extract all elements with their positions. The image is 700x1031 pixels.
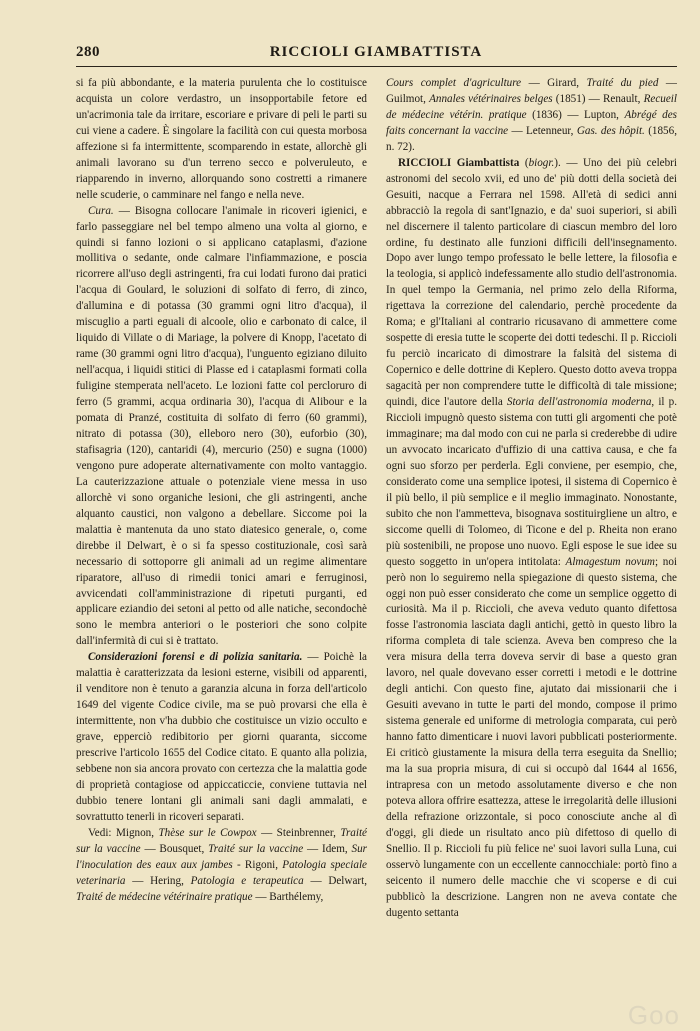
ref-title: Abrégé des faits concernant la vaccine (386, 108, 677, 137)
entry-tag-close: ). (554, 156, 561, 169)
ref-title: Sur l'inoculation des eaux aux jambes (76, 842, 367, 871)
entry-tag: biogr. (528, 156, 555, 169)
paragraph-cura (76, 204, 367, 651)
entry-text: ; noi però non lo seguiremo nella spiegazione di questo sistema, che oggi non può esser considerato che come un semplice oggetto di curiosità. Ma il p. Riccioli, che aveva veduto quanto difettosa fosse l'astronomia lasciata dagli antichi, gettò in questo libro la riforma completa di tale scienza. Aveva ben compreso che la vera misura della terra doveva servir di base a questo gran lavoro, nel quale dovevano esser corretti i metodi e le dottrine degli antichi. Con questo fine, ajutato dai missionarii che i Gesuiti avevano in tutte le parti del mondo, compose il primo sistema generale ed uniforme di metrologia comparata, cui però hanno fatto dimenticare i nuovi lavori pubblicati posteriormente. Ei criticò giustamente la misura della terra eseguita da Snellio; ma la sua propria misura, di cui si occupò dal 1644 al 1656, intrapresa con un metodo assolutamente diverso e che non poteva allora offrire esattezza, attese le irregolarità delle illusioni della refrazione orizzontale, si poco conosciute anche al dì d'oggi, gli diede un risultato anco più difettoso di quello di Snellio. Il p. Riccioli fu più felice ne' suoi lavori sulla Luna, cui osservò lungamente con un eccellente cannocchiale: portò fino a seicento il numero delle macchie che vi scoperse e di cui pubblicò la descrizione. Langren non ne aveva contate che dugento settanta (386, 555, 677, 919)
page-header (76, 44, 676, 68)
entry-text: , il p. Riccioli impugnò questo sistema con tutti gli argomenti che potè immaginare; ma dal modo con cui ne parla si crederebbe di udire un avvocato incaricato d'uffizio di una cattiva causa, e che fa ogni suo sforzo per perderla. Egli conviene, per esempio, che, considerato come una semplice ipotesi, il sistema di Copernico è il più bello, il più semplice e il meglio immaginato. Nonostante, subito che non l'ammetteva, bisognava sostituirgliene un altro, e siccome quelli di Tolomeo, di Ticone e del p. Rheita non erano più sostenibili, ne propose uno nuovo. Egli espose le sue idee su questo soggetto in un'opera intitolata: (386, 396, 677, 568)
ref-text: — Letenneur, (508, 124, 577, 137)
ref-text: Vedi: Mignon, (88, 826, 159, 839)
running-title: RICCIOLI GIAMBATTISTA (269, 44, 483, 60)
ref-text: — Delwart, (303, 874, 367, 887)
ref-title: Thèse sur le Cowpox (158, 826, 257, 839)
section-lead-forensic: Considerazioni forensi e di polizia sanitaria. (88, 651, 303, 664)
ref-title: Traité du pied (586, 77, 659, 89)
ref-text: (1836) — Lupton, (526, 108, 625, 121)
right-column (386, 76, 677, 996)
ref-text: - Rigoni, (232, 858, 283, 871)
entry-tag-open: ( (519, 156, 529, 169)
left-column (76, 76, 367, 996)
references-right (386, 76, 677, 156)
ref-text: — Idem, (303, 842, 352, 855)
paragraph-forensic (76, 650, 367, 825)
entry-headword: RICCIOLI Giambattista (398, 156, 520, 169)
ref-title: Patologia speciale veterinaria (76, 858, 367, 887)
biography-entry (386, 156, 677, 922)
ref-title: Traité sur la vaccine (76, 826, 367, 855)
ref-text: — Steinbrenner, (256, 826, 341, 839)
page-number: 280 (76, 44, 100, 60)
ref-title: Traité de médecine vétérinaire pratique (76, 890, 253, 903)
ref-text: — Barthélemy, (252, 890, 324, 903)
entry-work-title: Almagestum novum (565, 555, 655, 568)
entry-work-title: Storia dell'astronomia moderna (506, 396, 652, 409)
ref-text: — Girard, (521, 77, 587, 89)
ref-title: Patologia e terapeutica (190, 874, 304, 887)
watermark: Goo (627, 1000, 680, 1030)
entry-text: — Uno dei più celebri astronomi del secolo xvii, ed uno de' più dotti della società dei Gesuiti, nacque a Ferrara nel 1598. All'età di sedici anni abbracciò la regola di sant'Ignazio, e da' suoi superiori, si abilì nel discernere il talento particolare di ciascun membro del loro ordine, fu destinato alle funzioni difficili dell'insegnamento. Dopo aver lungo tempo professato le belle lettere, la filosofia e la teologia, si applicò indefessamente allo studio dell'astronomia. In quel tempo la Germania, nel primo zelo della Riforma, rigettava la correzione del calendario, perchè procedente da Roma; e gl'Italiani al contrario ricusavano di ammettere come sospette di eresia tutte le scoperte dei dotti tedeschi. Il p. Riccioli fu perciò incaricato di dimostrare la falsità del sistema di Copernico e delle dottrine di Keplero. Questo dotto aveva troppa sagacità per non comprendere tutte le difficoltà di tale missione; quindi, dice l'autore della (386, 156, 677, 409)
ref-text: (1851) — Renault, (552, 92, 644, 105)
header-rule (76, 66, 677, 67)
ref-text: (1856, n. 72). (386, 124, 677, 153)
ref-text: — Guilmot, (386, 77, 677, 105)
ref-text: — Hering, (125, 874, 191, 887)
paragraph-forensic-text: — Poichè la malattia è caratterizzata da lesioni esterne, visibili od apparenti, il venditore non è tenuto a garanzia alcuna in forza dell'articolo 1649 del vigente Codice civile, ma se può provarsi che ella è intermittente, non v'ha dubbio che costituisce un vizio occulto e grave, epperciò redibitorio per giorni quaranta, siccome prescrive l'articolo 1655 del Codice citato. E quanto alla polizia, sebbene non sia ancora provato con certezza che la malattia gode di proprietà contagiose od appiccaticcie, conviene tuttavia nel dubbio tenere lontani gli animali sani dagli ammalati, e sovrattutto tenerli in ricoveri separati. (76, 651, 367, 823)
paragraph-continuation: si fa più abbondante, e la materia purulenta che lo costituisce acquista un colore verdastro, un insopportabile fetore ed un'acrimonia tale da irritare, escoriare e privare di peli le parti su cui viene a cadere. È singolare la facilità con cui questa morbosa affezione si fa intermittente, scomparendo in estate, allorchè gli animali lavorano su d'un terreno secco e polveruleuto, e riapparendo in inverno, allorquando sono costretti a rimanere nelle scuderie, o camminare nel fango e nella neve. (76, 77, 367, 201)
ref-title: Annales vétérinaires belges (429, 92, 553, 105)
ref-title: Traité sur la vaccine (208, 842, 304, 855)
references-left (76, 826, 367, 906)
section-lead-cura: Cura. (88, 204, 114, 217)
paragraph-cura-text: — Bisogna collocare l'animale in ricoveri igienici, e farlo passeggiare nel bel tempo almeno una volta al giorno, e quindi si fanno lozioni o si applicano cataplasmi, d'azione mollitiva o sedante, onde calmare l'infiammazione, e poscia ricorrere all'uso degli astringenti, fra cui lodati furono dai pratici l'acqua di Goulard, le soluzioni di solfato di ferro, di zinco, d'allumina e di potassa (30 grammi ogni litro d'acqua), il miscuglio a parti eguali di alcoole, olio e carbonato di calce, il liquido di Villate o di Mariage, la polvere di Knopp, l'acetato di rame (30 grammi ogni litro d'acqua), l'unguento egiziano diluito nell'acqua, i liquidi stitici di Plasse ed i cataplasmi formati colla fuligine stemperata nell'aceto. Le lozioni fatte col percloruro di ferro (5 grammi, acqua ordinaria 30), l'acqua di Alibour e la pomata di Pranzé, costituita di solfato di ferro (60 grammi), nitrato di potassa (30), elleboro nero (30), euforbio (30), stafisagria (120), cantaridi (4), mercurio (250) e sugna (1000) vengono pure adoperate alternativamente con molto vantaggio. La cauterizzazione attuale o potenziale viene messa in uso allorchè vi sono organiche lesioni, che gli astringenti, anche alquanto caustici, non valgono a debellare. Siccome poi la malattia è mantenuta da uno stato diatesico generale, o, come direbbe il Delwart, è o si fa spesso costituzionale, così sarà necessario di sottoporre gli animali ad un regime alimentare riparatore, all'uso di rimedii tonici amari e ferruginosi, avvicendati coll'amministrazione di ripetuti purganti, ed applicare eziandio dei setoni al petto od alle natiche, secondochè sono le membra anteriori o le posteriori che sono colpite dall'infermità di cui si è trattato. (76, 204, 367, 648)
ref-title: Gas. des hôpit. (576, 124, 645, 137)
ref-title: Cours complet d'agriculture (386, 77, 522, 89)
ref-title: Recueil de médecine vétérin. pratique (386, 92, 677, 121)
ref-text: — Bousquet, (140, 842, 209, 855)
